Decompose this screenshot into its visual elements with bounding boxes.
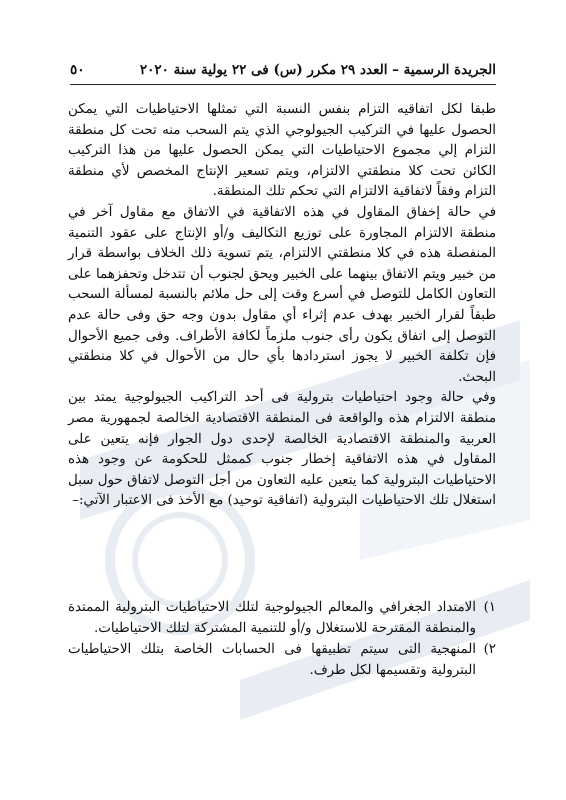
list-item-number: ٢) <box>483 642 496 657</box>
numbered-list <box>68 597 496 681</box>
list-item <box>68 639 496 681</box>
list-item <box>68 597 496 639</box>
header-divider <box>70 84 496 85</box>
paragraph: وفي حالة وجود احتياطيات بترولية فى أحد التراكيب الجيولوجية يمتد بين منطقة الالتزام هذه والواقعة فى المنطقة الاقتصادية الخالصة لجمهورية مصر العربية والمنطقة الاقتصادية الخالصة لإحدى دول الجوار فإنه يتعين على المقاول في هذه الاتفاقية إخطار جنوب كممثل للحكومة عن وجود هذه الاحتياطيات البترولية كما يتعين عليه التعاون من أجل التوصل لاتفاق حول سبل استغلال تلك الاحتياطيات البترولية (اتفاقية توحيد) مع الأخذ فى الاعتبار الآتي:– <box>68 390 496 509</box>
list-item-number: ١) <box>483 600 496 615</box>
paragraph: طبقا لكل اتفاقيه التزام بنفس النسبة التي تمثلها الاحتياطيات التي يمكن الحصول عليها في التركيب الجيولوجي الذي يتم السحب منه تحت كل منطقة التزام إلي مجموع الاحتياطيات التي يمكن الحصول عليها من هذا التركيب الكائن تحت كلا منطقتي الالتزام، ويتم تسعير الإنتاج المخصص لأي منطقة التزام وفقاً لاتفاقية الالتزام التي تحكم تلك المنطقة. <box>68 102 496 200</box>
header-title: الجريدة الرسمية – العدد ٢٩ مكرر (س) فى ٢٢ يولية سنة ٢٠٢٠ <box>139 62 496 78</box>
list-item-text: المنهجية التى سيتم تطبيقها فى الحسابات الخاصة بتلك الاحتياطيات البترولية وتقسيمها لكل طرف. <box>68 642 476 678</box>
paragraph: في حالة إخفاق المقاول في هذه الاتفاقية في الاتفاق مع مقاول آخر في منطقة الالتزام المجاورة على توزيع التكاليف و/أو الإنتاج على عقود التنمية المنفصلة هذه في كلا منطقتي الالتزام، يتم تسوية ذلك الخلاف بواسطة قرار من خبير ويتم الاتفاق بينهما على الخبير ويحق لجنوب أن تتدخل وتحفزهما على التعاون الكامل للتوصل في أسرع وقت إلى حل ملائم بالنسبة لمسألة السحب طبقاً لقرار الخبير بهدف عدم إثراء أي مقاول بدون وجه حق وفى حالة عدم التوصل إلى اتفاق يكون رأى جنوب ملزماً لكافة الأطراف. وفى جميع الأحوال فإن تكلفة الخبير لا يجوز استردادها بأي حال من الأحوال في كلا منطقتي البحث. <box>68 204 496 385</box>
body-text <box>68 100 496 512</box>
page-header <box>70 60 496 80</box>
page-number: ٥٠ <box>70 62 85 78</box>
list-item-text: الامتداد الجغرافي والمعالم الجيولوجية لتلك الاحتياطيات البترولية الممتدة والمنطقة المقترحة للاستغلال و/أو للتنمية المشتركة لتلك الاحتياطيات. <box>68 600 476 636</box>
